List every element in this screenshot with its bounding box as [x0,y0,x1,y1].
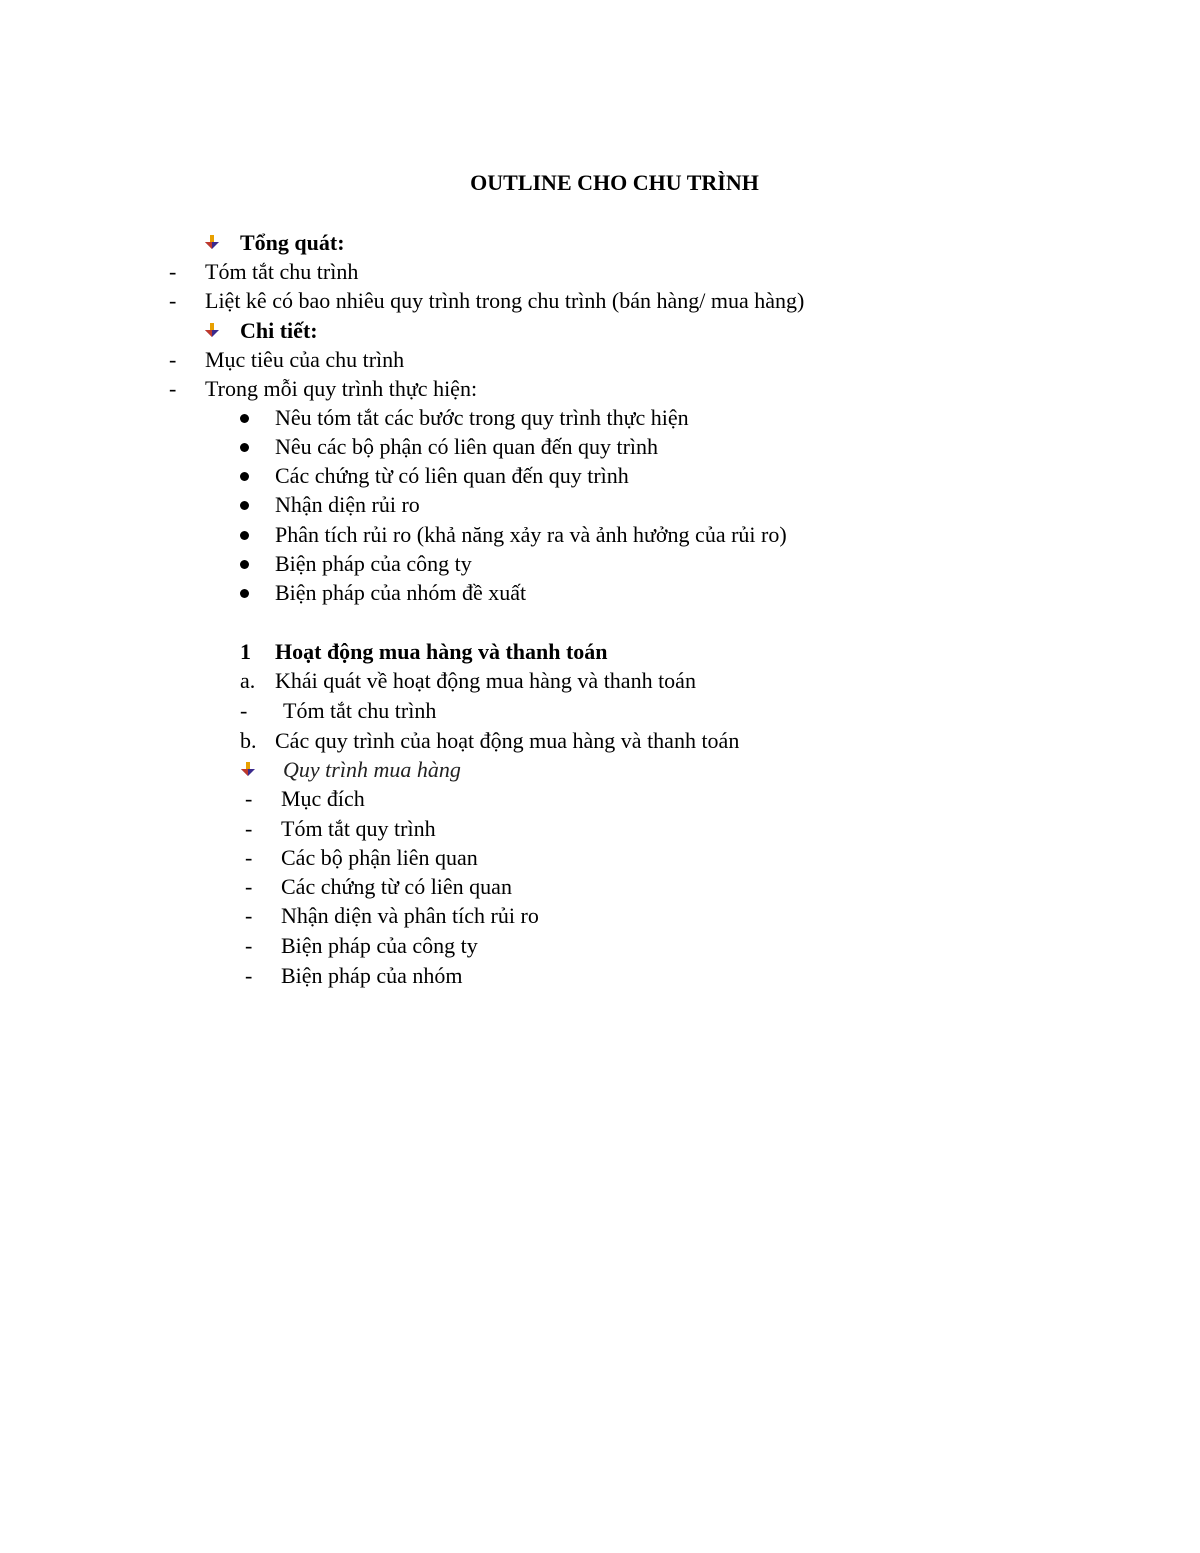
dash-marker: - [245,963,253,988]
list-item: Mục tiêu của chu trình [205,347,405,372]
bullet-dot [240,443,249,452]
list-item: Nhận diện rủi ro [275,492,420,517]
section-heading-chi-tiet: Chi tiết: [240,318,318,343]
list-marker-b: b. [240,728,257,753]
dash-marker: - [169,288,177,313]
dash-marker: - [245,786,253,811]
bullet-dot [240,589,249,598]
arrow-bullet-icon [240,761,256,777]
list-item: Nêu các bộ phận có liên quan đến quy trình [275,434,659,459]
dash-marker: - [245,816,253,841]
list-item: Tóm tắt chu trình [283,698,437,723]
list-item: Các chứng từ có liên quan đến quy trình [275,463,629,488]
dash-marker: - [245,874,253,899]
list-item: Liệt kê có bao nhiêu quy trình trong chu trình (bán hàng/ mua hàng) [205,288,805,313]
list-item: Nhận diện và phân tích rủi ro [281,903,539,928]
list-item: Trong mỗi quy trình thực hiện: [205,376,478,401]
list-item: Nêu tóm tắt các bước trong quy trình thực hiện [275,405,689,430]
dash-marker: - [245,845,253,870]
list-item: Phân tích rủi ro (khả năng xảy ra và ảnh hưởng của rủi ro) [275,522,787,547]
process-heading: Quy trình mua hàng [283,757,461,782]
list-item: Khái quát về hoạt động mua hàng và thanh toán [275,668,696,693]
bullet-dot [240,472,249,481]
section-heading-tong-quat: Tổng quát: [240,230,345,255]
list-item: Các quy trình của hoạt động mua hàng và thanh toán [275,728,740,753]
list-item: Biện pháp của nhóm đề xuất [275,580,527,605]
list-item: Tóm tắt chu trình [205,259,359,284]
list-item: Mục đích [281,786,365,811]
document-title: OUTLINE CHO CHU TRÌNH [470,170,759,195]
dash-marker: - [169,376,177,401]
bullet-dot [240,560,249,569]
list-item: Biện pháp của nhóm [281,963,463,988]
dash-marker: - [245,903,253,928]
list-item: Tóm tắt quy trình [281,816,436,841]
dash-marker: - [169,347,177,372]
bullet-dot [240,501,249,510]
list-item: Biện pháp của công ty [275,551,472,576]
arrow-bullet-icon [204,234,220,250]
list-marker-a: a. [240,668,256,693]
dash-marker: - [245,933,253,958]
dash-marker: - [240,698,248,723]
list-item: Các chứng từ có liên quan [281,874,512,899]
bullet-dot [240,414,249,423]
section-heading: Hoạt động mua hàng và thanh toán [275,639,608,664]
dash-marker: - [169,259,177,284]
list-item: Các bộ phận liên quan [281,845,478,870]
section-number: 1 [240,639,251,664]
list-item: Biện pháp của công ty [281,933,478,958]
arrow-bullet-icon [204,322,220,338]
bullet-dot [240,531,249,540]
